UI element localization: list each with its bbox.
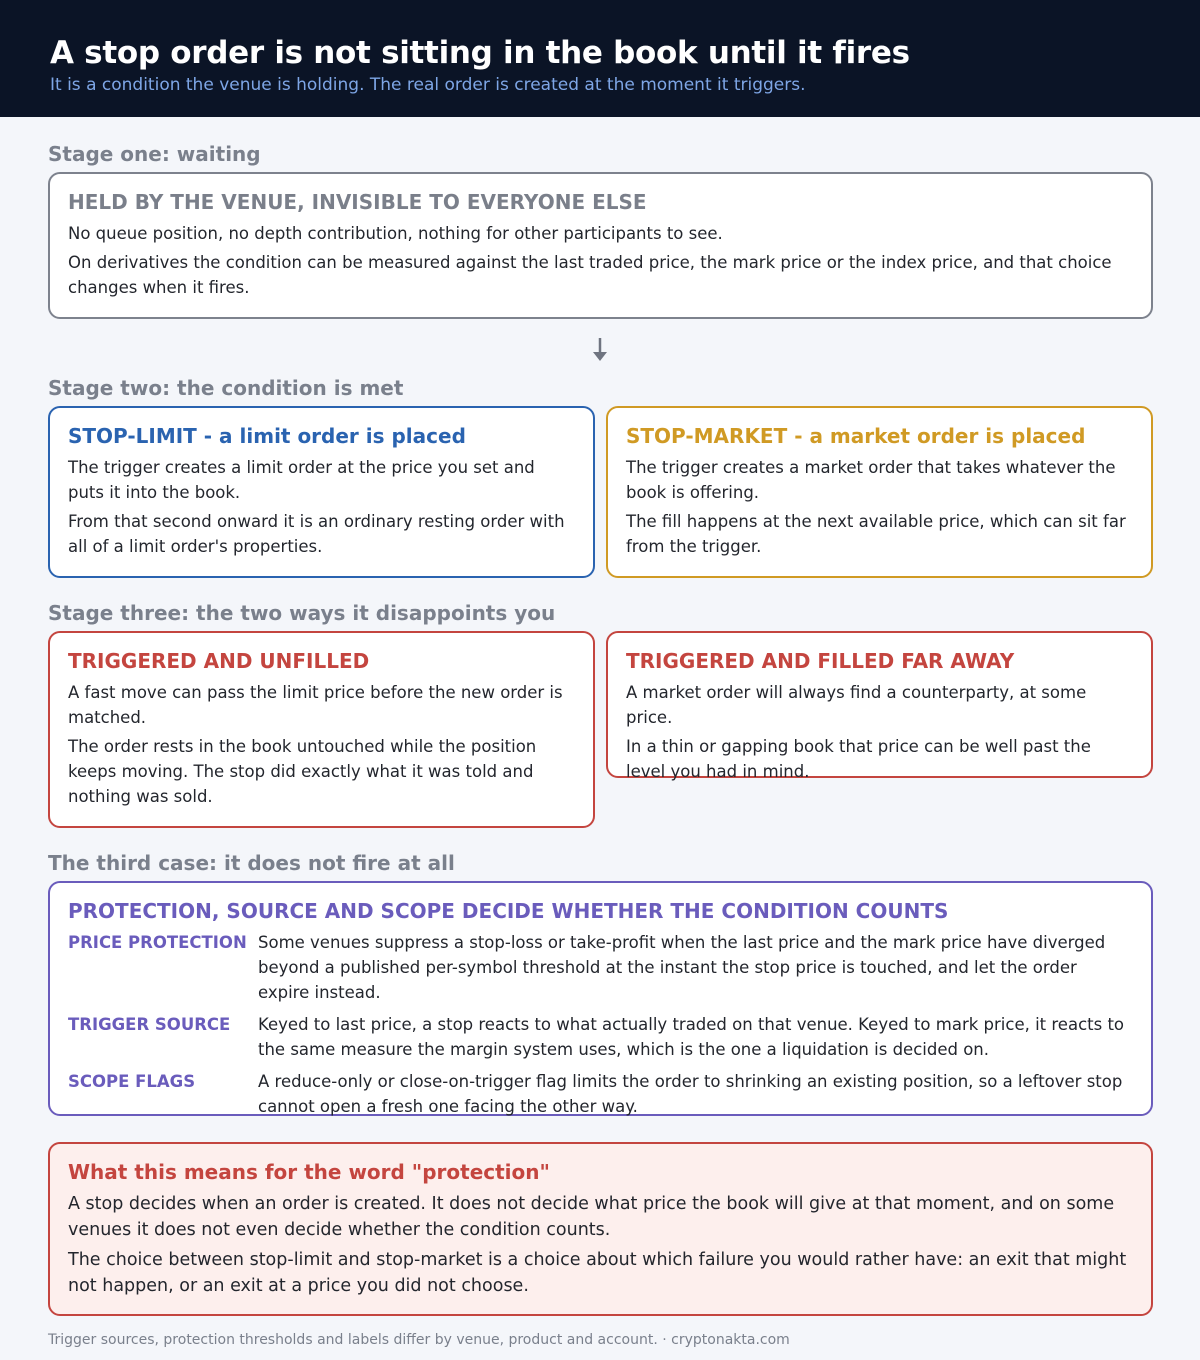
third-case-label: The third case: it does not fire at all [48,851,455,875]
row-key: SCOPE FLAGS [68,1072,196,1091]
summary-line: The choice between stop-limit and stop-market is a choice about which failure you would rather have: an exit that might not happen, or an exit at a price you did not choose. [68,1250,1127,1296]
waiting-card-line: No queue position, no depth contribution, nothing for other participants to see. [68,224,723,243]
stop-market-line: The fill happens at the next available price, which can sit far from the trigger. [626,512,1126,556]
filled-far-line: A market order will always find a counterparty, at some price. [626,683,1087,727]
waiting-card-line: On derivatives the condition can be measured against the last traded price, the mark price or the index price, and that choice changes when it fires. [68,253,1112,297]
filled-far-line: In a thin or gapping book that price can be well past the level you had in mind. [626,737,1091,781]
waiting-card [48,172,1153,319]
condition-title: PROTECTION, SOURCE AND SCOPE DECIDE WHETHER THE CONDITION COUNTS [68,899,949,923]
row-value: A reduce-only or close-on-trigger flag limits the order to shrinking an existing position, so a leftover stop cannot open a fresh one facing the other way. [258,1072,1123,1116]
stop-limit-card [48,406,595,578]
header [0,0,1200,117]
stage-one-label: Stage one: waiting [48,142,261,166]
summary-title: What this means for the word "protection" [68,1160,550,1184]
row-value: Keyed to last price, a stop reacts to what actually traded on that venue. Keyed to mark price, it reacts to the same measure the margin system uses, which is the one a liquidation is decided on. [258,1015,1125,1059]
unfilled-title: TRIGGERED AND UNFILLED [68,649,370,673]
price-protection-row [68,930,1133,1005]
filled-far-card [606,631,1153,781]
stage-two-label: Stage two: the condition is met [48,376,404,400]
row-value: Some venues suppress a stop-loss or take-profit when the last price and the mark price have diverged beyond a published per-symbol threshold at the instant the stop price is touched, and let the order expire instead. [258,933,1106,1002]
arrow-down-icon [590,336,610,364]
stop-market-title: STOP-MARKET - a market order is placed [626,424,1086,448]
stop-limit-line: The trigger creates a limit order at the price you set and puts it into the book. [68,458,535,502]
row-key: TRIGGER SOURCE [68,1015,231,1034]
stop-market-line: The trigger creates a market order that takes whatever the book is offering. [626,458,1116,502]
page-subtitle: It is a condition the venue is holding. The real order is created at the moment it triggers. [50,75,806,95]
filled-far-title: TRIGGERED AND FILLED FAR AWAY [626,649,1015,673]
stop-limit-title: STOP-LIMIT - a limit order is placed [68,424,466,448]
trigger-source-row [68,1012,1133,1062]
unfilled-line: The order rests in the book untouched while the position keeps moving. The stop did exactly what it was told and nothing was sold. [68,737,537,806]
unfilled-card [48,631,595,828]
row-key: PRICE PROTECTION [68,933,247,952]
scope-flags-row [68,1069,1133,1119]
summary-line: A stop decides when an order is created. It does not decide what price the book will give at that moment, and on some venues it does not even decide whether the condition counts. [68,1194,1115,1240]
unfilled-line: A fast move can pass the limit price before the new order is matched. [68,683,563,727]
stop-limit-line: From that second onward it is an ordinary resting order with all of a limit order's properties. [68,512,565,556]
condition-card [48,881,1153,1116]
summary-card [48,1142,1153,1316]
stop-market-card [606,406,1153,578]
page-title: A stop order is not sitting in the book until it fires [50,35,910,71]
footer-note: Trigger sources, protection thresholds and labels differ by venue, product and account. · cryptonakta.com [48,1332,790,1348]
stage-three-label: Stage three: the two ways it disappoints you [48,601,556,625]
waiting-card-title: HELD BY THE VENUE, INVISIBLE TO EVERYONE ELSE [68,190,647,214]
